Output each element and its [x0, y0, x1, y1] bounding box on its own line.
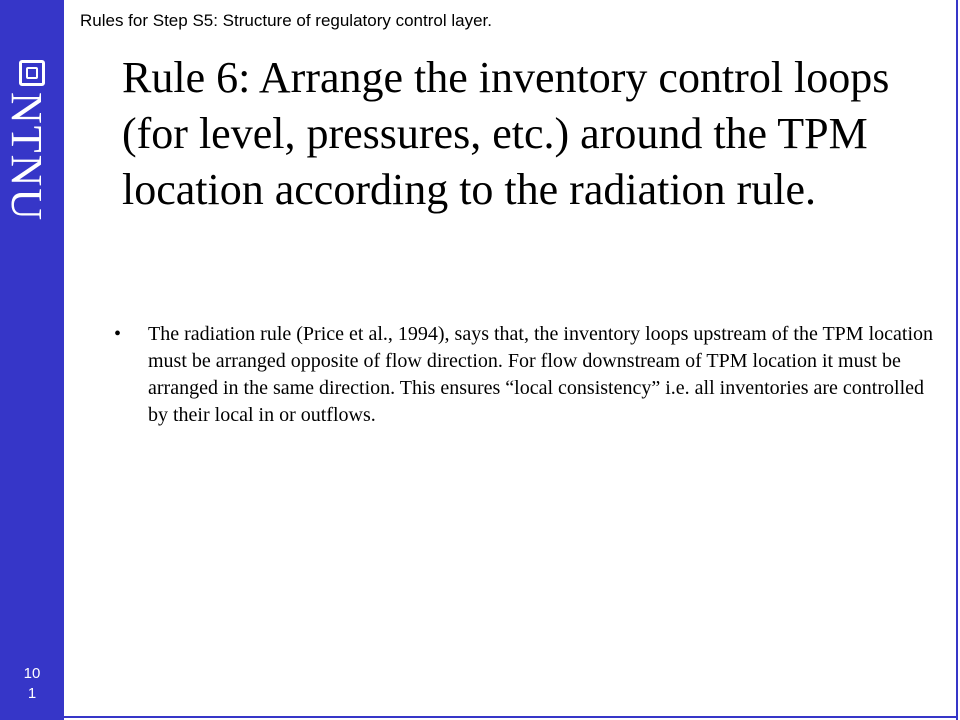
bullet-item	[110, 321, 940, 429]
slide-title: Rule 6: Arrange the inventory control loops (for level, pressures, etc.) around the TPM location according to the radiation rule.	[122, 53, 890, 214]
sidebar	[0, 0, 64, 720]
frame-border-bottom	[64, 716, 958, 718]
frame-border-right	[956, 0, 958, 720]
page-number: 10 1	[23, 665, 41, 702]
bullet-list	[110, 321, 940, 429]
bullet-icon: •	[114, 323, 122, 345]
ntnu-logo-icon	[19, 60, 45, 86]
slide-header: Rules for Step S5: Structure of regulatory control layer.	[80, 11, 492, 30]
ntnu-logo-inner-square	[26, 67, 38, 79]
ntnu-logo-text: NTNU	[2, 92, 51, 223]
bullet-text: The radiation rule (Price et al., 1994), says that, the inventory loops upstream of the TPM location must be arranged opposite of flow direction. For flow downstream of TPM location it must be arranged in the same direction. This ensures “local consistency” i.e. all inventories are controlled by their local in or outflows.	[148, 323, 933, 426]
